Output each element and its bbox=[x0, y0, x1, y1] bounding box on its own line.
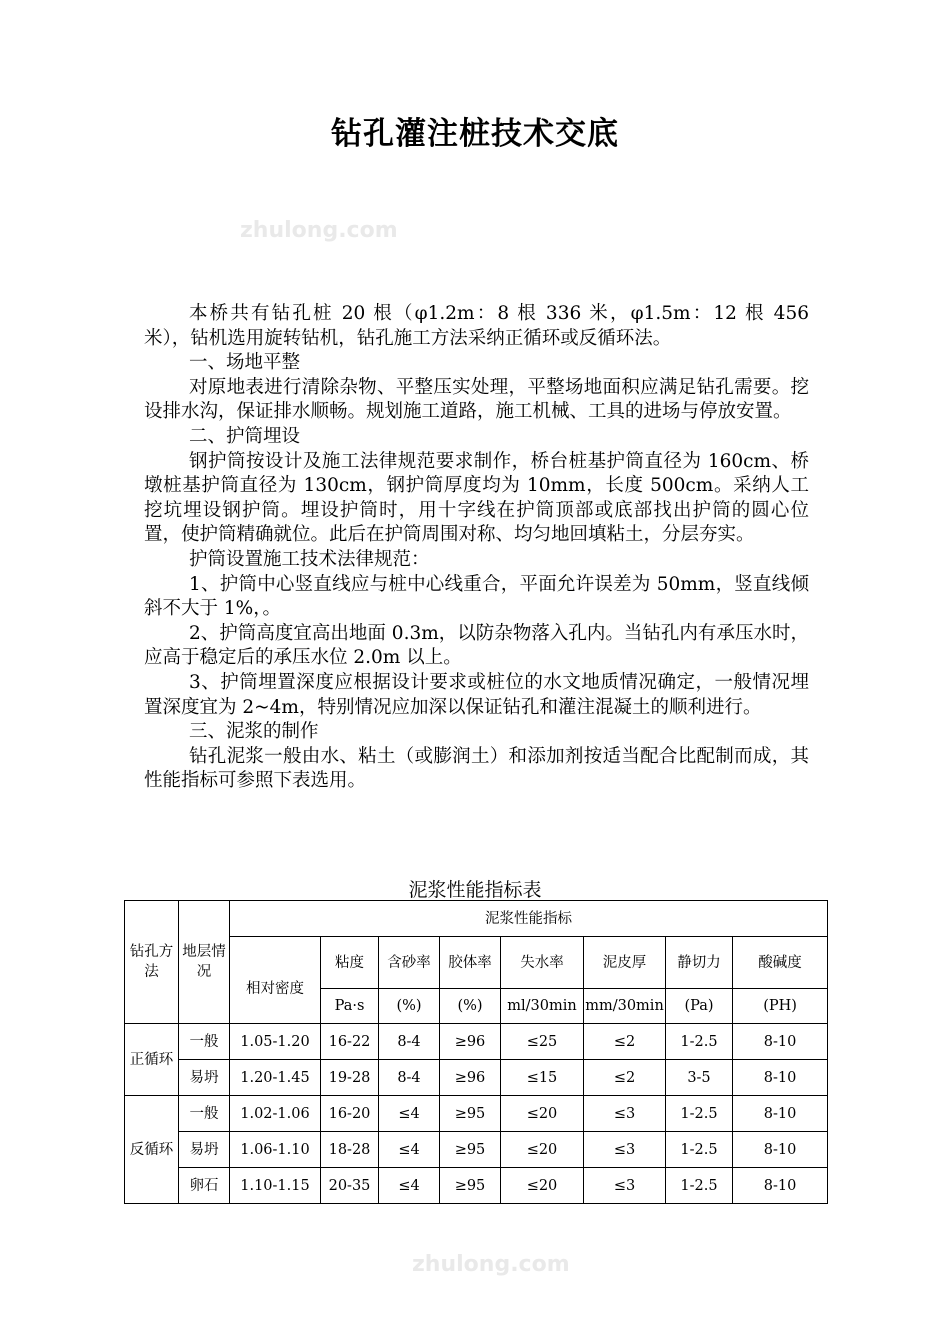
table-cell: ≤20 bbox=[501, 1132, 584, 1168]
paragraph: 钻孔泥浆一般由水、粘土（或膨润土）和添加剂按适当配合比配制而成，其性能指标可参照下表选用。 bbox=[144, 745, 809, 792]
table-cell: ≥95 bbox=[440, 1168, 501, 1204]
table-cell: 8-10 bbox=[733, 1168, 828, 1204]
header-water-loss: 失水率 bbox=[501, 937, 584, 989]
unit-shear: (Pa) bbox=[666, 989, 733, 1024]
table-cell: ≤4 bbox=[379, 1096, 440, 1132]
table-cell: ≤3 bbox=[584, 1096, 666, 1132]
table-cell: 1.06-1.10 bbox=[230, 1132, 321, 1168]
layer-cell: 卵石 bbox=[179, 1168, 230, 1204]
header-cake: 泥皮厚 bbox=[584, 937, 666, 989]
table-cell: 1.02-1.06 bbox=[230, 1096, 321, 1132]
document-body bbox=[144, 302, 809, 794]
table-cell: 1.10-1.15 bbox=[230, 1168, 321, 1204]
header-density: 相对密度 bbox=[230, 937, 321, 1024]
table-cell: ≤20 bbox=[501, 1096, 584, 1132]
table-cell: 8-10 bbox=[733, 1024, 828, 1060]
section-heading: 二、护筒埋设 bbox=[189, 425, 301, 447]
layer-cell: 一般 bbox=[179, 1024, 230, 1060]
table-row bbox=[125, 1096, 828, 1132]
paragraph: 护筒设置施工技术法律规范： bbox=[189, 548, 430, 570]
table-cell: 1.20-1.45 bbox=[230, 1060, 321, 1096]
list-item: 1、护筒中心竖直线应与桩中心线重合，平面允许误差为 50mm，竖直线倾斜不大于 1%，。 bbox=[144, 573, 809, 620]
list-item: 3、护筒埋置深度应根据设计要求或桩位的水文地质情况确定，一般情况埋置深度宜为 2~4m，特别情况应加深以保证钻孔和灌注混凝土的顺利进行。 bbox=[144, 671, 809, 718]
table-cell: ≤2 bbox=[584, 1024, 666, 1060]
table-cell: ≤3 bbox=[584, 1132, 666, 1168]
table-row bbox=[125, 1024, 828, 1060]
table-cell: 8-4 bbox=[379, 1024, 440, 1060]
table-row bbox=[125, 1168, 828, 1204]
method-cell: 正循环 bbox=[125, 1024, 179, 1096]
table-cell: 18-28 bbox=[321, 1132, 379, 1168]
section-heading: 一、场地平整 bbox=[189, 352, 301, 374]
paragraph: 本桥共有钻孔桩 20 根（φ1.2m：8 根 336 米，φ1.5m：12 根 456 米），钻机选用旋转钻机，钻孔施工方法采纳正循环或反循环法。 bbox=[144, 303, 809, 349]
table-cell: ≤2 bbox=[584, 1060, 666, 1096]
table-cell: 20-35 bbox=[321, 1168, 379, 1204]
table-cell: 8-10 bbox=[733, 1096, 828, 1132]
unit-colloid: (%) bbox=[440, 989, 501, 1024]
layer-cell: 一般 bbox=[179, 1096, 230, 1132]
unit-viscosity: Pa·s bbox=[321, 989, 379, 1024]
table-cell: 8-10 bbox=[733, 1132, 828, 1168]
table-cell: ≥95 bbox=[440, 1096, 501, 1132]
header-ph: 酸碱度 bbox=[733, 937, 828, 989]
header-viscosity: 粘度 bbox=[321, 937, 379, 989]
unit-water-loss: ml/30min bbox=[501, 989, 584, 1024]
document-title: 钻孔灌注桩技术交底 bbox=[331, 116, 619, 152]
table-cell: ≥96 bbox=[440, 1060, 501, 1096]
header-method: 钻孔方法 bbox=[125, 901, 179, 1024]
table-cell: 16-22 bbox=[321, 1024, 379, 1060]
watermark-bottom: zhulong.com bbox=[412, 1252, 570, 1277]
layer-cell: 易坍 bbox=[179, 1132, 230, 1168]
table-cell: 1-2.5 bbox=[666, 1168, 733, 1204]
table-cell: ≤25 bbox=[501, 1024, 584, 1060]
header-group: 泥浆性能指标 bbox=[230, 901, 828, 937]
paragraph: 对原地表进行清除杂物、平整压实处理，平整场地面积应满足钻孔需要。挖设排水沟，保证排水顺畅。规划施工道路，施工机械、工具的进场与停放安置。 bbox=[144, 376, 809, 423]
layer-cell: 易坍 bbox=[179, 1060, 230, 1096]
table-cell: ≤3 bbox=[584, 1168, 666, 1204]
section-heading: 三、泥浆的制作 bbox=[189, 721, 319, 743]
unit-cake: mm/30min bbox=[584, 989, 666, 1024]
table-cell: 16-20 bbox=[321, 1096, 379, 1132]
table-cell: ≤15 bbox=[501, 1060, 584, 1096]
header-colloid: 胶体率 bbox=[440, 937, 501, 989]
paragraph: 钢护筒按设计及施工法律规范要求制作，桥台桩基护筒直径为 160cm、桥墩桩基护筒直径为 130cm，钢护筒厚度均为 10mm，长度 500cm。采纳人工挖坑埋设钢护筒。埋设护筒时，用十字线在护筒顶部或底部找出护筒的圆心位置，使护筒精确就位。此后在护筒周围对称、均匀地回填粘土，分层夯实。 bbox=[144, 450, 809, 546]
table-cell: ≤4 bbox=[379, 1168, 440, 1204]
table-cell: 8-10 bbox=[733, 1060, 828, 1096]
table-cell: ≤4 bbox=[379, 1132, 440, 1168]
method-cell: 反循环 bbox=[125, 1096, 179, 1204]
table-row bbox=[125, 1060, 828, 1096]
watermark-top: zhulong.com bbox=[240, 218, 398, 243]
header-layer: 地层情况 bbox=[179, 901, 230, 1024]
unit-sand: (%) bbox=[379, 989, 440, 1024]
table-cell: ≥96 bbox=[440, 1024, 501, 1060]
table-cell: ≥95 bbox=[440, 1132, 501, 1168]
table-cell: 1.05-1.20 bbox=[230, 1024, 321, 1060]
table-cell: 1-2.5 bbox=[666, 1132, 733, 1168]
table-caption: 泥浆性能指标表 bbox=[408, 879, 542, 901]
table-cell: ≤20 bbox=[501, 1168, 584, 1204]
header-shear: 静切力 bbox=[666, 937, 733, 989]
table-cell: 1-2.5 bbox=[666, 1024, 733, 1060]
table-cell: 19-28 bbox=[321, 1060, 379, 1096]
list-item: 2、护筒高度宜高出地面 0.3m，以防杂物落入孔内。当钻孔内有承压水时，应高于稳定后的承压水位 2.0m 以上。 bbox=[144, 622, 809, 669]
table-cell: 3-5 bbox=[666, 1060, 733, 1096]
table-cell: 8-4 bbox=[379, 1060, 440, 1096]
header-sand: 含砂率 bbox=[379, 937, 440, 989]
table-cell: 1-2.5 bbox=[666, 1096, 733, 1132]
mud-performance-table bbox=[124, 900, 828, 1204]
table-row bbox=[125, 1132, 828, 1168]
unit-ph: (PH) bbox=[733, 989, 828, 1024]
